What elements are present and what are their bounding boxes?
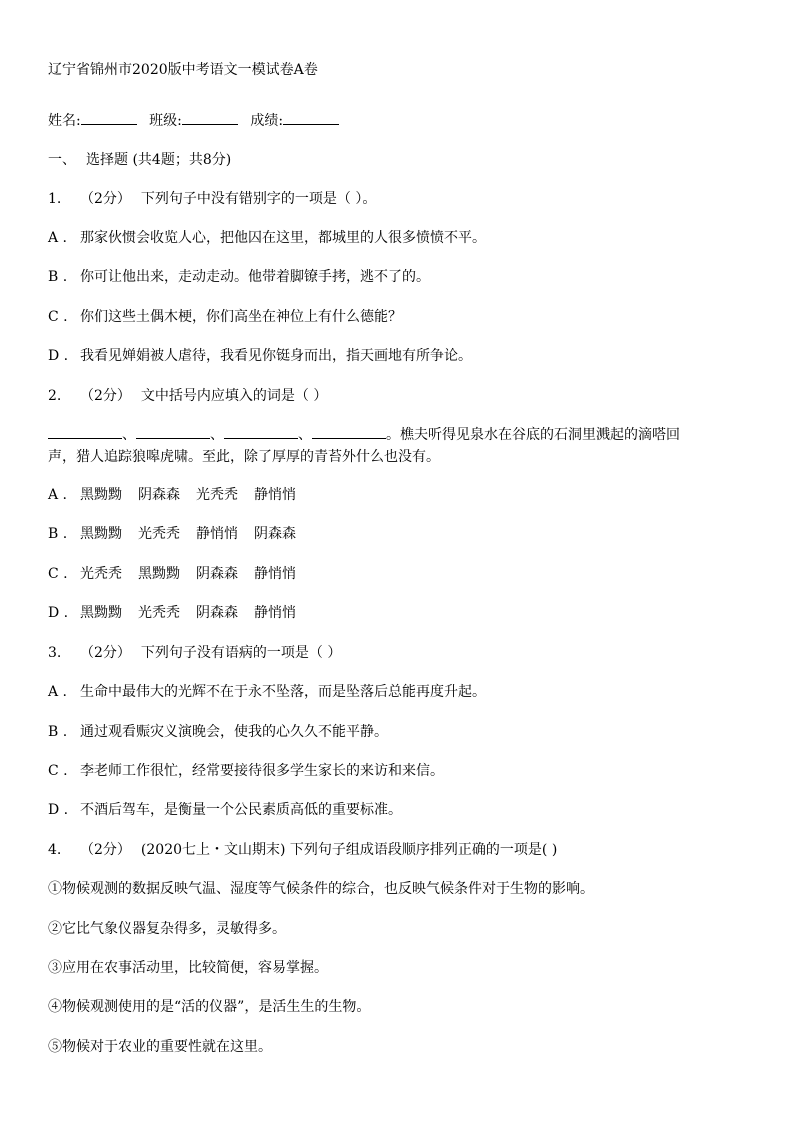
question-2-passage-line-1 <box>48 425 754 445</box>
option-letter: B . <box>48 724 68 740</box>
option-text: 李老师工作很忙，经常要接待很多学生家长的来访和来信。 <box>80 763 444 779</box>
q1-option-a[interactable] <box>48 228 754 248</box>
q1-option-b[interactable] <box>48 267 754 287</box>
fill-blank[interactable] <box>48 425 122 439</box>
option-word: 黑黝黝 <box>80 487 122 503</box>
q4-sentence-5: ⑤物候对于农业的重要性就在这里。 <box>48 1039 272 1055</box>
separator: 、 <box>210 427 224 443</box>
option-word: 阴森森 <box>254 526 296 542</box>
option-word: 黑黝黝 <box>80 605 122 621</box>
q4-sentence-1: ①物候观测的数据反映气温、湿度等气候条件的综合，也反映气候条件对于生物的影响。 <box>48 881 594 897</box>
q3-option-a[interactable] <box>48 682 754 702</box>
question-text: 文中括号内应填入的词是（ ） <box>140 388 328 404</box>
option-text: 我看见婵娟被人虐待，我看见你铤身而出，指天画地有所争论。 <box>80 348 472 364</box>
q1-option-c[interactable] <box>48 307 754 327</box>
question-number: 4. <box>48 842 62 858</box>
option-letter: C . <box>48 763 68 779</box>
q3-option-c[interactable] <box>48 761 754 781</box>
fill-blank[interactable] <box>312 425 386 439</box>
option-text: 你可让他出来，走动走动。他带着脚镣手拷，逃不了的。 <box>80 269 430 285</box>
option-text: 那家伙惯会收览人心，把他囚在这里，都城里的人很多愤愤不平。 <box>80 230 486 246</box>
page-title: 辽宁省锦州市2020版中考语文一模试卷A卷 <box>48 62 318 78</box>
option-text: 不酒后驾车，是衡量一个公民素质高低的重要标准。 <box>80 802 402 818</box>
option-letter: C . <box>48 309 68 325</box>
question-text: 下列句子没有语病的一项是（ ） <box>140 645 342 661</box>
class-blank[interactable] <box>182 111 238 125</box>
score-label: 成绩: <box>250 113 284 129</box>
q4-sentence-4: ④物候观测使用的是“活的仪器”，是活生生的生物。 <box>48 999 371 1015</box>
option-word: 静悄悄 <box>254 605 296 621</box>
option-word: 光秃秃 <box>196 487 238 503</box>
question-number: 3. <box>48 645 62 661</box>
option-letter: D . <box>48 348 69 364</box>
question-number: 1. <box>48 191 62 207</box>
option-word: 黑黝黝 <box>80 526 122 542</box>
score-blank[interactable] <box>283 111 339 125</box>
question-points: （2分） <box>80 842 131 858</box>
option-word: 静悄悄 <box>254 487 296 503</box>
option-word: 静悄悄 <box>196 526 238 542</box>
section-title: 选择题 (共4题；共8分) <box>86 152 232 168</box>
section-heading <box>48 150 754 170</box>
fill-blank[interactable] <box>136 425 210 439</box>
question-number: 2. <box>48 388 62 404</box>
question-1-stem <box>48 189 754 209</box>
separator: 、 <box>122 427 136 443</box>
option-word: 光秃秃 <box>80 566 122 582</box>
option-word: 阴森森 <box>138 487 180 503</box>
q2-option-c[interactable] <box>48 564 754 584</box>
q4-sentence-2: ②它比气象仪器复杂得多，灵敏得多。 <box>48 921 286 937</box>
option-letter: B . <box>48 269 68 285</box>
option-text: 生命中最伟大的光辉不在于永不坠落，而是坠落后总能再度升起。 <box>80 684 486 700</box>
option-word: 光秃秃 <box>138 526 180 542</box>
question-text: (2020七上・文山期末) 下列句子组成语段顺序排列正确的一项是( ) <box>140 842 558 858</box>
question-4-stem <box>48 840 754 860</box>
q2-option-a[interactable] <box>48 485 754 505</box>
q1-option-d[interactable] <box>48 346 754 366</box>
question-points: （2分） <box>80 191 131 207</box>
option-letter: A . <box>48 230 68 246</box>
question-points: （2分） <box>80 645 131 661</box>
option-letter: C . <box>48 566 68 582</box>
fill-blank[interactable] <box>224 425 298 439</box>
class-label: 班级: <box>149 113 182 129</box>
option-letter: A . <box>48 487 68 503</box>
question-points: （2分） <box>80 388 131 404</box>
q3-option-d[interactable] <box>48 800 754 820</box>
option-letter: A . <box>48 684 68 700</box>
option-word: 黑黝黝 <box>138 566 180 582</box>
option-text: 你们这些土偶木梗，你们高坐在神位上有什么德能？ <box>80 309 402 325</box>
q3-option-b[interactable] <box>48 722 754 742</box>
option-word: 静悄悄 <box>254 566 296 582</box>
separator: 、 <box>298 427 312 443</box>
option-word: 阴森森 <box>196 605 238 621</box>
student-info <box>48 111 754 131</box>
question-2-stem <box>48 386 754 406</box>
option-word: 光秃秃 <box>138 605 180 621</box>
name-blank[interactable] <box>81 111 137 125</box>
section-number: 一、 <box>48 152 76 168</box>
option-text: 通过观看赈灾义演晚会，使我的心久久不能平静。 <box>80 724 388 740</box>
question-3-stem <box>48 643 754 663</box>
option-letter: D . <box>48 605 69 621</box>
option-letter: B . <box>48 526 68 542</box>
q2-option-b[interactable] <box>48 524 754 544</box>
q2-option-d[interactable] <box>48 603 754 623</box>
option-letter: D . <box>48 802 69 818</box>
option-word: 阴森森 <box>196 566 238 582</box>
question-text: 下列句子中没有错别字的一项是（ ）。 <box>140 191 377 207</box>
passage-text: 。樵夫听得见泉水在谷底的石洞里溅起的滴嗒回 <box>386 427 680 443</box>
q4-sentence-3: ③应用在农事活动里，比较简便，容易掌握。 <box>48 960 328 976</box>
question-2-passage-line-2: 声，猎人追踪狼嗥虎啸。至此，除了厚厚的青苔外什么也没有。 <box>48 449 440 465</box>
name-label: 姓名: <box>48 113 81 129</box>
